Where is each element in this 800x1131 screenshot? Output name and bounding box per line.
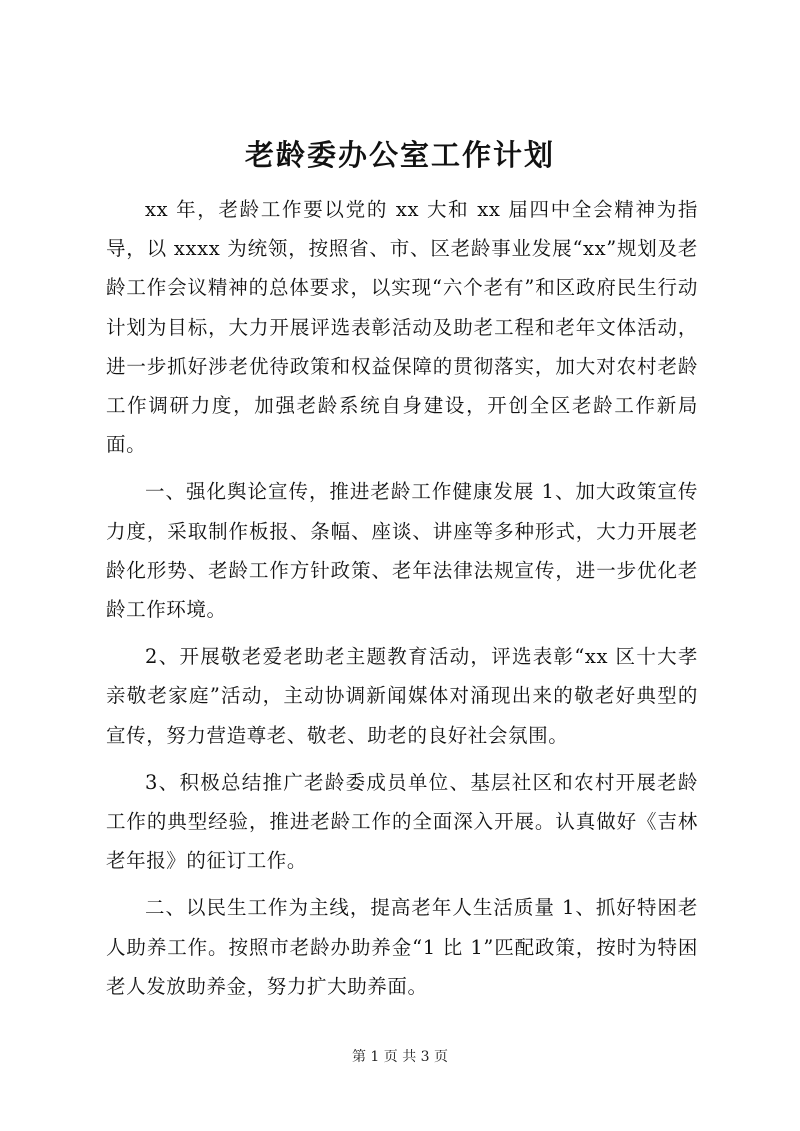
paragraph-section-2: 二、以民生工作为主线，提高老年人生活质量 1、抓好特困老人助养工作。按照市老龄办助养金“1 比 1”匹配政策，按时为特困老人发放助养金，努力扩大助养面。 <box>106 896 698 998</box>
paragraph-item-3: 3、积极总结推广老龄委成员单位、基层社区和农村开展老龄工作的典型经验，推进老龄工作的全面深入开展。认真做好《吉林老年报》的征订工作。 <box>106 770 698 873</box>
document-title: 老龄委办公室工作计划 <box>244 138 555 172</box>
document-body <box>106 190 698 1014</box>
paragraph-section-1: 一、强化舆论宣传，推进老龄工作健康发展 1、加大政策宣传力度，采取制作板报、条幅、座谈、讲座等多种形式，大力开展老龄化形势、老龄工作方针政策、老年法律法规宣传，进一步优化老龄工作环境。 <box>106 480 698 622</box>
page-number-footer: 第 1 页 共 3 页 <box>351 1049 449 1065</box>
paragraph-intro: xx 年，老龄工作要以党的 xx 大和 xx 届四中全会精神为指导，以 xxxx 为统领，按照省、市、区老龄事业发展“xx”规划及老龄工作会议精神的总体要求，以实现“六个老有”和区政府民生行动计划为目标，大力开展评选表彰活动及助老工程和老年文体活动，进一步抓好涉老优待政策和权益保障的贯彻落实，加大对农村老龄工作调研力度，加强老龄系统自身建设，开创全区老龄工作新局面。 <box>106 198 698 457</box>
paragraph-item-2: 2、开展敬老爱老助老主题教育活动，评选表彰“xx 区十大孝亲敬老家庭”活动，主动协调新闻媒体对涌现出来的敬老好典型的宣传，努力营造尊老、敬老、助老的良好社会氛围。 <box>106 645 698 747</box>
